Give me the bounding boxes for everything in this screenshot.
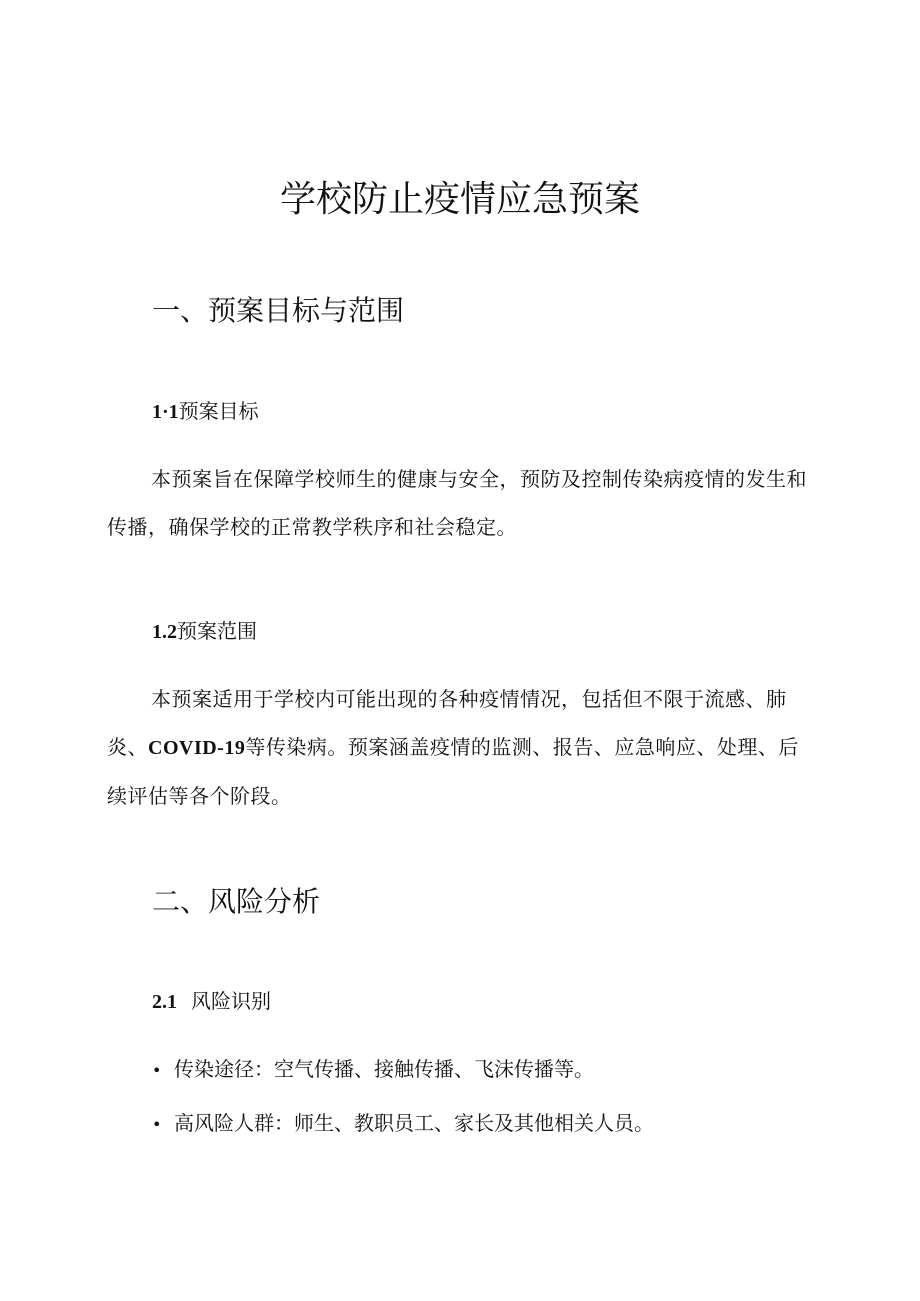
list-item	[152, 1054, 654, 1086]
subsection-number: 1.2	[152, 621, 177, 643]
subsection-number: 2.1	[152, 991, 177, 1013]
bullet-list	[152, 1054, 654, 1162]
subsection-heading-1-2	[152, 616, 257, 647]
paragraph-text-part-1: 本预案适用于学校内可能出现的各种疫情情况，包括但不限于流感、肺炎、	[107, 687, 787, 759]
document-title: 学校防止疫情应急预案	[279, 179, 640, 220]
subsection-title: 预案目标	[178, 399, 259, 423]
list-item	[152, 1108, 654, 1140]
list-item-text: 传染途径：空气传播、接触传播、飞沫传播等。	[174, 1057, 594, 1081]
paragraph-1-1: 本预案旨在保障学校师生的健康与安全，预防及控制传染病疫情的发生和传播，确保学校的正常教学秩序和社会稳定。	[107, 467, 807, 539]
subsection-number: 1·1	[152, 401, 179, 423]
paragraph-latin-term: COVID-19	[148, 737, 246, 759]
bullet-icon: •	[152, 1115, 162, 1134]
subsection-heading-2-1	[152, 986, 271, 1017]
section-heading-1: 一、预案目标与范围	[152, 294, 405, 327]
list-item-text: 高风险人群：师生、教职员工、家长及其他相关人员。	[174, 1111, 654, 1135]
section-heading-2: 二、风险分析	[152, 885, 321, 918]
paragraph-1-2	[107, 675, 807, 820]
paragraph-text-part-2: 等传染病。预案涵盖疫情的监测、报告、应急响应、处理、后续评估等各个阶段。	[107, 735, 799, 808]
subsection-heading-1-1	[152, 396, 259, 427]
subsection-title: 风险识别	[191, 989, 271, 1013]
subsection-title: 预案范围	[177, 619, 257, 643]
bullet-icon: •	[152, 1061, 162, 1080]
